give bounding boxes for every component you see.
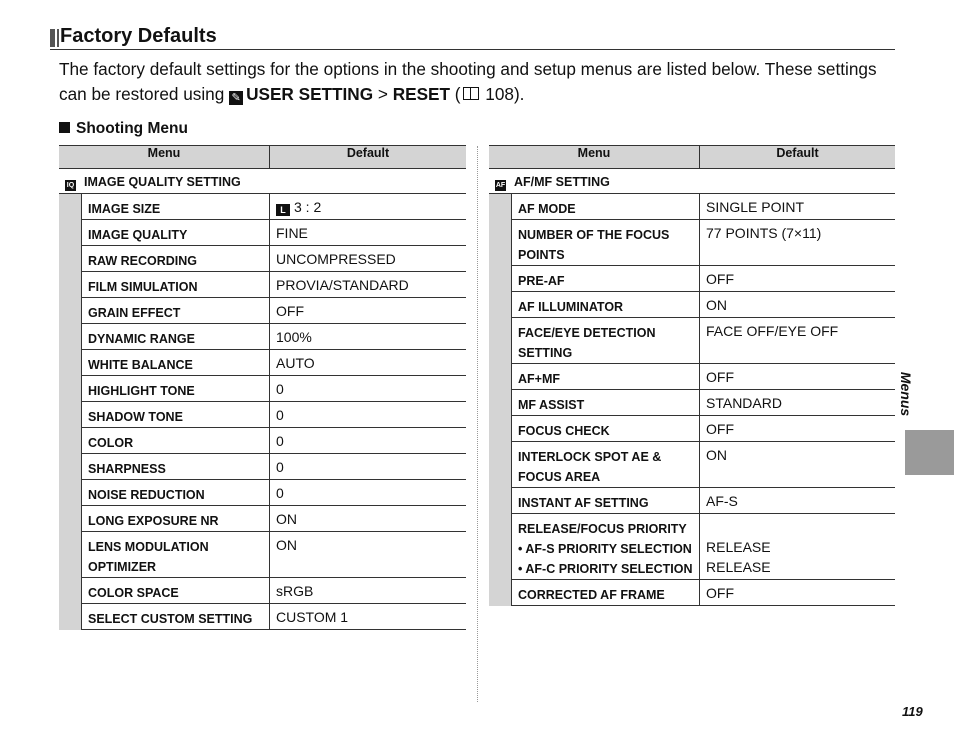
table-row xyxy=(489,292,895,318)
setting-default: 0 xyxy=(270,376,467,402)
table-row xyxy=(59,324,466,350)
section-heading: Shooting Menu xyxy=(59,120,188,138)
left-settings-table xyxy=(59,145,466,630)
setting-default: CUSTOM 1 xyxy=(270,604,467,630)
setting-name: AF+MF xyxy=(512,364,700,390)
page-title: Factory Defaults xyxy=(60,25,217,47)
setting-name: FOCUS CHECK xyxy=(512,416,700,442)
table-row xyxy=(59,402,466,428)
setting-name: INTERLOCK SPOT AE & FOCUS AREA xyxy=(512,442,700,488)
setting-default: 0 xyxy=(270,402,467,428)
setting-name: SHADOW TONE xyxy=(82,402,270,428)
table-row xyxy=(489,390,895,416)
table-row xyxy=(489,416,895,442)
setting-name: WHITE BALANCE xyxy=(82,350,270,376)
setting-default: ON xyxy=(270,532,467,578)
table-row xyxy=(489,442,895,488)
right-settings-table xyxy=(489,145,895,606)
user-setting-label: USER SETTING xyxy=(246,84,374,104)
setting-default: PROVIA/STANDARD xyxy=(270,272,467,298)
user-setting-icon: ✎ xyxy=(229,91,243,105)
setting-default: 0 xyxy=(270,480,467,506)
setting-name: AF ILLUMINATOR xyxy=(512,292,700,318)
setting-name: GRAIN EFFECT xyxy=(82,298,270,324)
setting-name: RELEASE/FOCUS PRIORITY • AF-S PRIORITY SELECTION • AF-C PRIORITY SELECTION xyxy=(512,514,700,580)
setting-name: IMAGE QUALITY xyxy=(82,220,270,246)
setting-name: COLOR xyxy=(82,428,270,454)
table-row xyxy=(59,246,466,272)
setting-default: L 3 : 2 xyxy=(270,194,467,220)
table-row xyxy=(59,428,466,454)
side-tab-label: Menus xyxy=(898,371,914,417)
table-row xyxy=(489,580,895,606)
table-row xyxy=(59,506,466,532)
setting-default: OFF xyxy=(270,298,467,324)
setting-name: PRE-AF xyxy=(512,266,700,292)
setting-default: 77 POINTS (7×11) xyxy=(700,220,896,266)
table-row xyxy=(489,364,895,390)
setting-name: COLOR SPACE xyxy=(82,578,270,604)
col-menu-header: Menu xyxy=(59,146,270,169)
page-number: 119 xyxy=(902,704,923,719)
setting-name: SHARPNESS xyxy=(82,454,270,480)
setting-name: SELECT CUSTOM SETTING xyxy=(82,604,270,630)
table-row xyxy=(59,220,466,246)
image-quality-icon: IQ xyxy=(66,182,75,189)
reset-label: RESET xyxy=(392,84,450,104)
setting-name: AF MODE xyxy=(512,194,700,220)
setting-name: LONG EXPOSURE NR xyxy=(82,506,270,532)
image-size-large-icon: L xyxy=(276,204,290,216)
col-default-header: Default xyxy=(700,146,896,169)
setting-name: DYNAMIC RANGE xyxy=(82,324,270,350)
page-title-bar xyxy=(50,27,895,50)
table-header xyxy=(59,146,466,169)
table-row xyxy=(59,272,466,298)
group-row: AF AF/MF SETTING xyxy=(489,169,895,194)
table-row xyxy=(489,220,895,266)
setting-default: RELEASE RELEASE xyxy=(700,514,896,580)
setting-default: ON xyxy=(270,506,467,532)
setting-default: ON xyxy=(700,442,896,488)
setting-default: OFF xyxy=(700,580,896,606)
setting-default: 0 xyxy=(270,454,467,480)
setting-name: NUMBER OF THE FOCUS POINTS xyxy=(512,220,700,266)
title-marker xyxy=(50,29,57,47)
table-row xyxy=(59,194,466,220)
page-reference-icon xyxy=(463,87,479,100)
setting-name: FILM SIMULATION xyxy=(82,272,270,298)
setting-default: OFF xyxy=(700,266,896,292)
table-row xyxy=(489,194,895,220)
setting-default: FINE xyxy=(270,220,467,246)
indent-cell xyxy=(489,194,512,606)
table-row xyxy=(489,318,895,364)
setting-default: ON xyxy=(700,292,896,318)
setting-name: INSTANT AF SETTING xyxy=(512,488,700,514)
setting-default: AUTO xyxy=(270,350,467,376)
col-default-header: Default xyxy=(270,146,467,169)
setting-name: NOISE REDUCTION xyxy=(82,480,270,506)
setting-name: HIGHLIGHT TONE xyxy=(82,376,270,402)
table-row xyxy=(59,604,466,630)
table-row xyxy=(59,480,466,506)
setting-default: 100% xyxy=(270,324,467,350)
setting-default: sRGB xyxy=(270,578,467,604)
intro-text: The factory default settings for the options in the shooting and setup menus are listed below. These settings can be restored using ✎ USER SETTING > RESET ( 108). xyxy=(59,59,877,104)
setting-default: 0 xyxy=(270,428,467,454)
table-row xyxy=(489,488,895,514)
setting-default: UNCOMPRESSED xyxy=(270,246,467,272)
indent-cell xyxy=(59,194,82,630)
table-row xyxy=(59,298,466,324)
af-mf-icon: AF xyxy=(495,182,506,189)
page-reference: 108). xyxy=(480,84,525,104)
table-row xyxy=(489,514,895,580)
table-row xyxy=(59,454,466,480)
setting-name: FACE/EYE DETECTION SETTING xyxy=(512,318,700,364)
setting-default: SINGLE POINT xyxy=(700,194,896,220)
table-row xyxy=(59,350,466,376)
setting-default: AF-S xyxy=(700,488,896,514)
group-row: IQ IMAGE QUALITY SETTING xyxy=(59,169,466,194)
section-square-icon xyxy=(59,122,70,133)
setting-default: OFF xyxy=(700,364,896,390)
setting-name: CORRECTED AF FRAME xyxy=(512,580,700,606)
table-header xyxy=(489,146,895,169)
setting-default: STANDARD xyxy=(700,390,896,416)
table-row xyxy=(489,266,895,292)
setting-name: RAW RECORDING xyxy=(82,246,270,272)
setting-default: OFF xyxy=(700,416,896,442)
column-divider xyxy=(477,146,478,702)
setting-name: IMAGE SIZE xyxy=(82,194,270,220)
table-row xyxy=(59,376,466,402)
setting-name: MF ASSIST xyxy=(512,390,700,416)
setting-default: FACE OFF/EYE OFF xyxy=(700,318,896,364)
setting-name: LENS MODULATION OPTIMIZER xyxy=(82,532,270,578)
side-tab-marker xyxy=(905,430,954,475)
table-row xyxy=(59,532,466,578)
table-row xyxy=(59,578,466,604)
col-menu-header: Menu xyxy=(489,146,700,169)
